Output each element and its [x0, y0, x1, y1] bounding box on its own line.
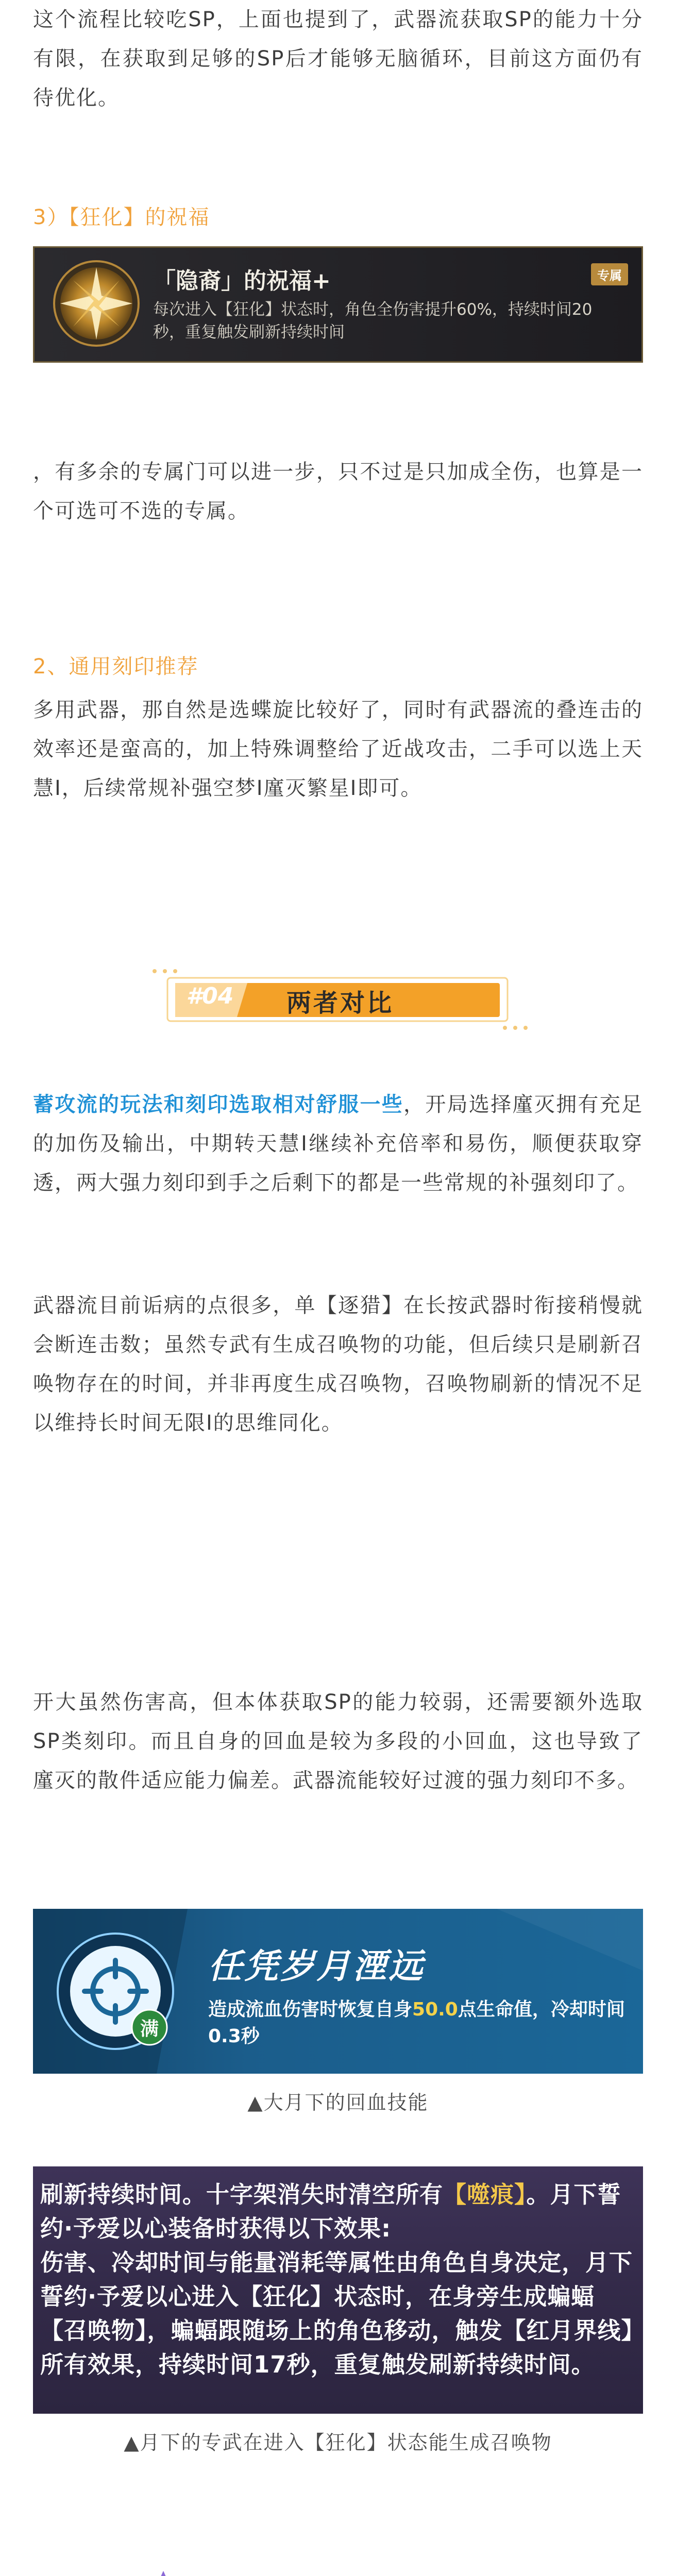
effect-line-1-pre: 刷新持续时间。十字架消失时清空所有	[40, 2181, 444, 2208]
max-level-badge: 满	[140, 2019, 159, 2040]
effect-line-1-gold: 【噬痕】	[443, 2181, 527, 2208]
paragraph-weapon-sigils: 多用武器，那自然是选蝶旋比较好了，同时有武器流的叠连击的效率还是蛮高的，加上特殊调整给了近战攻击，二手可以选上天慧Ⅰ，后续常规补强空梦Ⅰ廑灭繁星Ⅰ即可。	[33, 698, 643, 800]
charge-flow-highlight: 蓄攻流的玩法和刻印选取相对舒服一些	[33, 1093, 404, 1116]
regen-skill-description	[208, 1996, 631, 2050]
effect-line-1	[40, 2178, 637, 2246]
effect-line-1-post: 。月下誓约·予爱以心装备时获得以下效果:	[40, 2181, 621, 2242]
paragraph-weapon-issues: 武器流目前诟病的点很多，单【逐猎】在长按武器时衔接稍慢就会断连击数；虽然专武有生成召唤物的功能，但后续只是刷新召唤物存在的时间，并非再度生成召唤物，召唤物刷新的情况不足以维持长时间无限Ⅰ的思维同化。	[33, 1294, 643, 1435]
exclusive-badge: 专属	[591, 263, 628, 285]
caption-regen-skill: ▲大月下的回血技能	[247, 2091, 429, 2114]
blessing-title: 「隐裔」的祝福+	[153, 268, 331, 294]
paragraph-sp-flow: 这个流程比较吃SP，上面也提到了，武器流获取SP的能力十分有限，在获取到足够的SP后才能够无脑循环，目前这方面仍有待优化。	[33, 8, 643, 110]
regen-skill-title: 任凭岁月湮远	[208, 1946, 425, 1986]
caption-weapon-summon: ▲月下的专武在进入【狂化】状态能生成召唤物	[124, 2431, 552, 2454]
section-number: #04	[186, 983, 234, 1009]
paragraph-charge-flow	[33, 1085, 643, 1202]
paragraph-ultimate-issues: 开大虽然伤害高，但本体获取SP的能力较弱，还需要额外选取SP类刻印。而且自身的回血是较为多段的小回血，这也导致了廑灭的散件适应能力偏差。武器流能较好过渡的强力刻印不多。	[33, 1690, 643, 1792]
regen-desc-pre: 造成流血伤害时恢复自身	[208, 1999, 413, 2020]
section-title-comparison: 两者对比	[286, 989, 394, 1018]
section-heading-frenzy-blessing: 3）【狂化】的祝福	[33, 206, 210, 229]
regen-skill-card	[33, 1909, 643, 2074]
effect-line-2: 伤害、冷却时间与能量消耗等属性由角色自身决定，月下誓约·予爱以心进入【狂化】状态时，在身旁生成蝙蝠【召唤物】，蝙蝠跟随场上的角色移动，触发【红月界线】所有效果，持续时间17秒，重复触发刷新持续时间。	[40, 2249, 634, 2378]
regen-desc-post: 点生命值，冷却时间0.3秒	[208, 1999, 625, 2047]
blessing-emblem-icon	[50, 257, 143, 350]
charge-flow-text: ，开局选择廑灭拥有充足的加伤及输出，中期转天慧Ⅰ继续补充倍率和易伤，顺便获取穿透，两大强力刻印到手之后剩下的都是一些常规的补强刻印了。	[33, 1093, 644, 1195]
weapon-effect-panel	[33, 2166, 643, 2414]
paragraph-extra-exclusive: ，有多余的专属门可以进一步，只不过是只加成全伤，也算是一个可选可不选的专属。	[33, 460, 643, 523]
blessing-description: 每次进入【狂化】状态时，角色全伤害提升60%，持续时间20秒，重复触发刷新持续时间	[153, 300, 593, 342]
closing-banner	[33, 2566, 643, 2576]
banner-decoration	[33, 2566, 643, 2576]
blessing-card	[33, 246, 643, 363]
regen-desc-value: 50.0	[412, 1999, 458, 2020]
section-heading-general-sigils: 2、通用刻印推荐	[33, 655, 199, 679]
